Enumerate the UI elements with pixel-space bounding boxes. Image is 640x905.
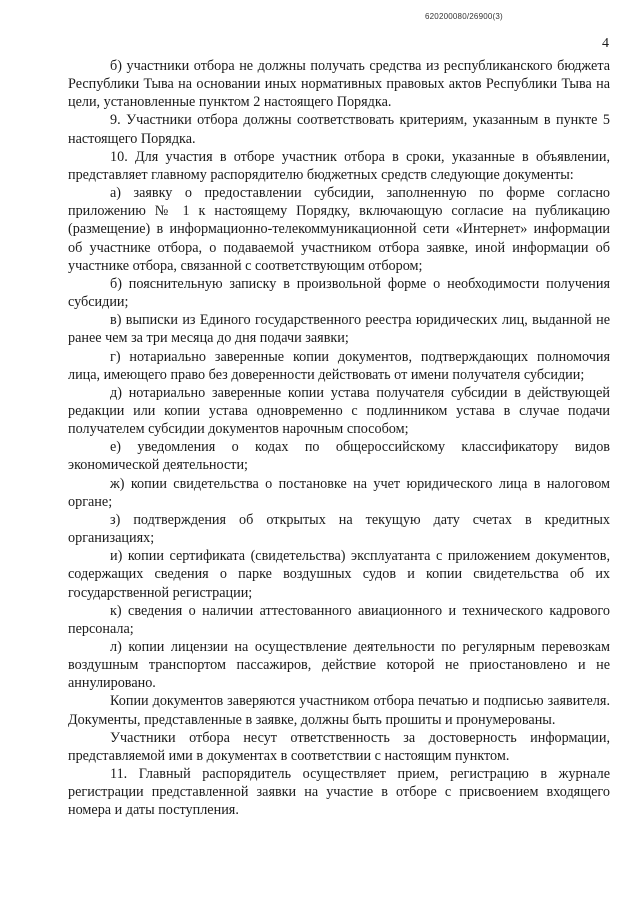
paragraph-9: 9. Участники отбора должны соответствовать критериям, указанным в пункте 5 настоящего Порядка. (68, 112, 610, 147)
paragraph-10i: и) копии сертификата (свидетельства) эксплуатанта с приложением документов, содержащих сведения о парке воздушных судов и копии свидетельства об их государственной регистрации; (68, 548, 610, 601)
document-body (68, 57, 610, 820)
paragraph-certification: Копии документов заверяются участником отбора печатью и подписью заявителя. Документы, представленные в заявке, должны быть прошиты и пронумерованы. (68, 693, 610, 728)
document-code: 620200080/26900(3) (425, 12, 503, 21)
paragraph-10l: л) копии лицензии на осуществление деятельности по регулярным перевозкам воздушным транспортом пассажиров, действие которой не приостановлено и не аннулировано. (68, 639, 610, 692)
paragraph-10b: б) пояснительную записку в произвольной форме о необходимости получения субсидии; (68, 275, 610, 311)
paragraph-10: 10. Для участия в отборе участник отбора в сроки, указанные в объявлении, представляет главному распорядителю бюджетных средств следующие документы: (68, 148, 610, 183)
paragraph-10k: к) сведения о наличии аттестованного авиационного и технического кадрового персонала; (68, 602, 610, 637)
paragraph-11: 11. Главный распорядитель осуществляет прием, регистрацию в журнале регистрации представленной заявки на участие в отборе с присвоением входящего номера и даты поступления. (68, 766, 610, 819)
paragraph-10v: в) выписки из Единого государственного реестра юридических лиц, выданной не ранее чем за три месяца до дня подачи заявки; (68, 312, 610, 347)
paragraph-10g: г) нотариально заверенные копии документов, подтверждающих полномочия лица, имеющего право без доверенности действовать от имени получателя субсидии; (68, 348, 610, 383)
paragraph-10z: з) подтверждения об открытых на текущую дату счетах в кредитных организациях; (68, 511, 610, 547)
paragraph-10d: д) нотариально заверенные копии устава получателя субсидии в действующей редакции или копии устава одновременно с подлинником устава в случае подачи получателем субсидии документов нарочным способом; (68, 384, 610, 438)
paragraph-responsibility: Участники отбора несут ответственность за достоверность информации, представляемой ими в документах в соответствии с настоящим пунктом. (68, 729, 610, 764)
paragraph-10zh: ж) копии свидетельства о постановке на учет юридического лица в налоговом органе; (68, 475, 610, 510)
page-number: 4 (602, 36, 609, 51)
paragraph-10e: е) уведомления о кодах по общероссийскому классификатору видов экономической деятельности; (68, 439, 610, 474)
paragraph-8b: б) участники отбора не должны получать средства из республиканского бюджета Республики Тыва на основании иных нормативных правовых актов Республики Тыва на цели, установленные пунктом 2 настоящего Порядка. (68, 58, 610, 111)
paragraph-10a: а) заявку о предоставлении субсидии, заполненную по форме согласно приложению № 1 к настоящему Порядку, включающую согласие на публикацию (размещение) в информационно-телекоммуникационной сети «Интернет» информации об участнике отбора, о подаваемой участником отбора заявке, иной информации об участнике отбора, связанной с соответствующим отбором; (68, 185, 610, 274)
